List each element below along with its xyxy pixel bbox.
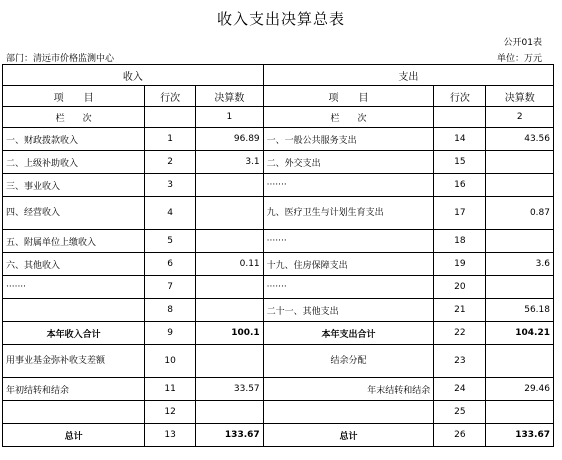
income-item: 一、财政拨款收入 <box>3 128 145 151</box>
income-amount <box>196 345 264 378</box>
form-number: 公开01表 <box>503 38 542 48</box>
expense-line: 16 <box>434 174 486 197</box>
expense-amount-header: 决算数 <box>486 86 554 107</box>
expense-item: ······· <box>263 174 434 197</box>
expense-amount <box>486 345 554 378</box>
expense-amount: 3.6 <box>486 253 554 276</box>
expense-line: 15 <box>434 151 486 174</box>
income-item: 总计 <box>3 424 145 447</box>
table-body <box>3 128 554 447</box>
income-item <box>3 401 145 424</box>
table-row <box>3 299 554 322</box>
income-item: 六、其他收入 <box>3 253 145 276</box>
income-amount: 33.57 <box>196 378 264 401</box>
table-row <box>3 322 554 345</box>
expense-index-line <box>434 107 486 128</box>
income-line: 13 <box>145 424 196 447</box>
income-line: 10 <box>145 345 196 378</box>
table-row <box>3 151 554 174</box>
income-amount: 96.89 <box>196 128 264 151</box>
income-amount <box>196 230 264 253</box>
table-row <box>3 230 554 253</box>
expense-line: 14 <box>434 128 486 151</box>
table-row <box>3 345 554 378</box>
expense-amount <box>486 151 554 174</box>
expense-line: 19 <box>434 253 486 276</box>
income-item: ······· <box>3 276 145 299</box>
income-item: 本年收入合计 <box>3 322 145 345</box>
expense-line: 17 <box>434 197 486 230</box>
income-line-header: 行次 <box>145 86 196 107</box>
income-item-header: 项 目 <box>3 86 145 107</box>
income-item: 二、上级补助收入 <box>3 151 145 174</box>
income-amount <box>196 299 264 322</box>
income-line: 5 <box>145 230 196 253</box>
expense-amount: 133.67 <box>486 424 554 447</box>
report-title: 收入支出决算总表 <box>216 10 345 28</box>
income-index-number: 1 <box>196 107 264 128</box>
expense-amount: 29.46 <box>486 378 554 401</box>
expense-amount: 0.87 <box>486 197 554 230</box>
expense-item: ······· <box>263 276 434 299</box>
table-row <box>3 174 554 197</box>
income-line: 11 <box>145 378 196 401</box>
income-section-header: 收入 <box>3 65 264 86</box>
income-amount <box>196 174 264 197</box>
expense-index-number: 2 <box>486 107 554 128</box>
income-amount: 3.1 <box>196 151 264 174</box>
expense-item: ······· <box>263 230 434 253</box>
expense-amount <box>486 230 554 253</box>
income-index-line <box>145 107 196 128</box>
income-line: 8 <box>145 299 196 322</box>
income-index-label: 栏 次 <box>3 107 145 128</box>
expense-amount: 43.56 <box>486 128 554 151</box>
table-row <box>3 253 554 276</box>
income-item: 五、附属单位上缴收入 <box>3 230 145 253</box>
income-amount <box>196 276 264 299</box>
income-expense-table <box>2 64 554 447</box>
expense-item-header: 项 目 <box>263 86 434 107</box>
expense-line: 23 <box>434 345 486 378</box>
expense-item: 年末结转和结余 <box>263 378 434 401</box>
table-row <box>3 378 554 401</box>
unit-label: 单位：万元 <box>496 54 542 64</box>
income-line: 12 <box>145 401 196 424</box>
expense-item: 一、一般公共服务支出 <box>263 128 434 151</box>
expense-item <box>263 401 434 424</box>
income-item: 用事业基金弥补收支差额 <box>3 345 145 378</box>
expense-amount <box>486 174 554 197</box>
expense-line: 21 <box>434 299 486 322</box>
department-label: 部门：清远市价格监测中心 <box>6 54 115 64</box>
table-row <box>3 197 554 230</box>
table-row <box>3 401 554 424</box>
expense-item: 总计 <box>263 424 434 447</box>
income-item: 年初结转和结余 <box>3 378 145 401</box>
income-amount: 100.1 <box>196 322 264 345</box>
income-amount <box>196 401 264 424</box>
expense-amount: 104.21 <box>486 322 554 345</box>
expense-line: 22 <box>434 322 486 345</box>
expense-line: 25 <box>434 401 486 424</box>
expense-section-header: 支出 <box>263 65 553 86</box>
income-line: 6 <box>145 253 196 276</box>
income-line: 2 <box>145 151 196 174</box>
expense-amount <box>486 276 554 299</box>
expense-item: 九、医疗卫生与计划生育支出 <box>263 197 434 230</box>
expense-amount <box>486 401 554 424</box>
expense-item: 十九、住房保障支出 <box>263 253 434 276</box>
table-row <box>3 424 554 447</box>
expense-line: 26 <box>434 424 486 447</box>
income-amount: 0.11 <box>196 253 264 276</box>
income-amount-header: 决算数 <box>196 86 264 107</box>
income-line: 3 <box>145 174 196 197</box>
income-line: 1 <box>145 128 196 151</box>
expense-item: 二十一、其他支出 <box>263 299 434 322</box>
expense-amount: 56.18 <box>486 299 554 322</box>
expense-item: 本年支出合计 <box>263 322 434 345</box>
income-line: 9 <box>145 322 196 345</box>
expense-line: 20 <box>434 276 486 299</box>
income-item <box>3 299 145 322</box>
expense-item: 结余分配 <box>263 345 434 378</box>
income-amount <box>196 197 264 230</box>
income-item: 三、事业收入 <box>3 174 145 197</box>
income-line: 7 <box>145 276 196 299</box>
expense-index-label: 栏 次 <box>263 107 434 128</box>
table-row <box>3 276 554 299</box>
expense-line-header: 行次 <box>434 86 486 107</box>
income-amount: 133.67 <box>196 424 264 447</box>
expense-line: 24 <box>434 378 486 401</box>
income-item: 四、经营收入 <box>3 197 145 230</box>
table-row <box>3 128 554 151</box>
expense-line: 18 <box>434 230 486 253</box>
expense-item: 二、外交支出 <box>263 151 434 174</box>
income-line: 4 <box>145 197 196 230</box>
